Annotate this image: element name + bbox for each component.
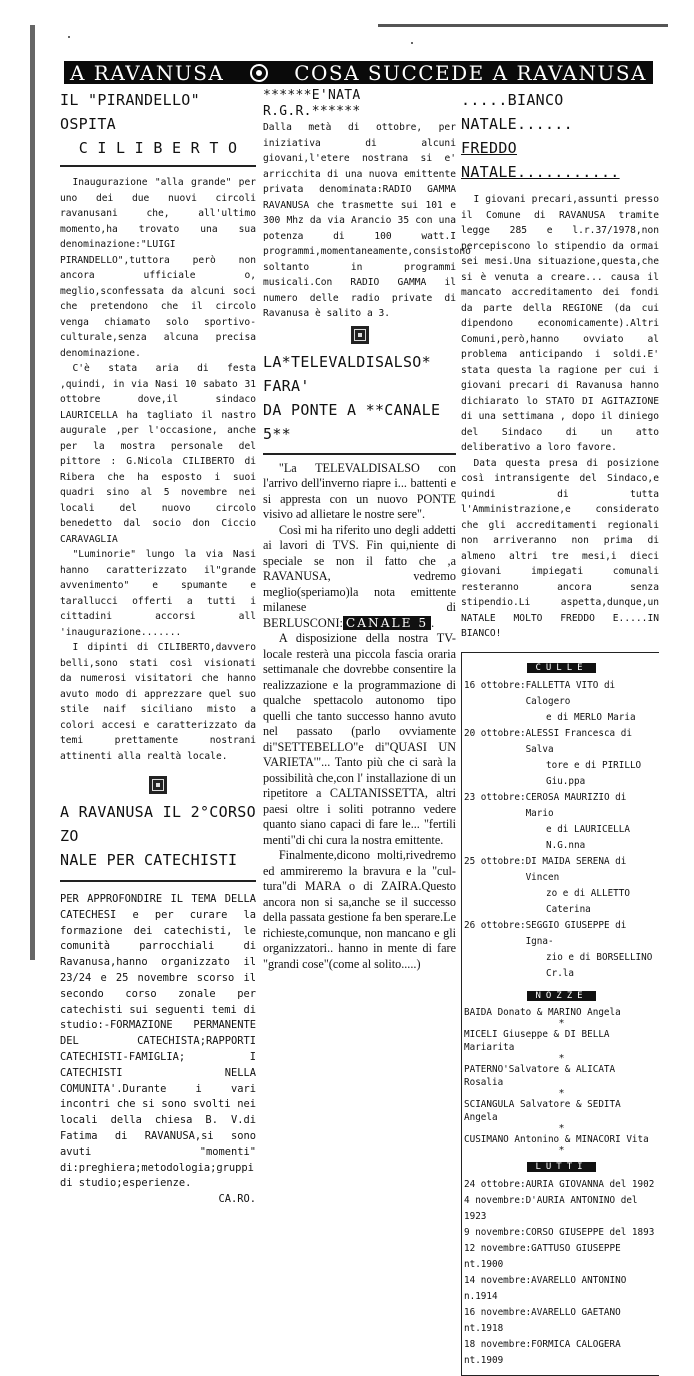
author-signature: CA.RO.	[218, 1193, 256, 1206]
entry-text: ALESSI Francesca di Salva	[525, 727, 632, 755]
separator-star: *	[558, 1017, 565, 1029]
entry-text: CEROSA MAURIZIO di Mario	[525, 791, 627, 819]
birth-entry	[464, 854, 659, 886]
death-entry: 9 novembre:CORSO GIUSEPPE del 1893	[464, 1226, 655, 1238]
headline-line: FREDDO NATALE...........	[461, 139, 620, 181]
headline-line: LA*TELEVALDISALSO* FARA'	[263, 352, 431, 395]
separator-star: *	[558, 1122, 565, 1134]
divider	[60, 165, 256, 167]
culle-label	[464, 660, 659, 676]
masthead-right-title: COSA SUCCEDE A RAVANUSA	[294, 60, 647, 85]
wedding-entry: MICELI Giuseppe & DI BELLA Mariarita	[464, 1028, 610, 1053]
entry-text: SEGGIO GIUSEPPE di Igna-	[525, 919, 627, 947]
square-emblem-icon	[351, 326, 369, 344]
article-televaldisalso-body	[263, 461, 456, 973]
column-right	[461, 88, 659, 1376]
civil-registry-box	[461, 652, 659, 1376]
speck	[68, 36, 70, 38]
entry-date: 20 ottobre:	[464, 727, 526, 739]
birth-entry	[464, 726, 659, 758]
article-rgr-body: Dalla metà di ottobre, per iniziativa di alcuni giovani,l'etere nostrana si e' arricchita di una nuova emittente privata denominata:RADIO GAMMA RAVANUSA che trasmette sui 101 e 300 Mhz da via Arancio 35 con una potenza di 100 watt.I programmi,momentaneamente,consistono soltanto in programmi musicali.Con RADIO GAMMA il numero delle radio private di Ravanusa è salito a 3.	[263, 122, 471, 319]
paragraph: C'è stata aria di festa ,quindi, in via Nasi 10 sabato 31 ottobre dove,il sindaco LAURICELLA ha tagliato il nastro augurale ,per l'occasione, anche per la mostra personale del pittore : G.Nicola CILIBERTO di Ribera che ha esposto i suoi quadri sino al 5 novembre nei locali del nuovo circolo benedetto dal socio don Ciccio CARAVAGLIA	[60, 363, 256, 545]
births-list	[464, 678, 659, 982]
paragraph: I giovani precari,assunti presso il Comune di RAVANUSA tramite legge 285 e l.r.37/1978,non percepiscono lo stipendio da ormai sei mesi.Una situazione,questa,che si è venuta a creare... causa il mancato accreditamento dei fondi da parte della REGIONE (da cui dipendono economicamente).Altri Comuni,però,hanno ovviato al problema anticipando i soldi.E' stata questa la ragione per cui i giovani precari di Ravanusa hanno dichiarato lo STATO DI AGITAZIONE di una settimana , dopo il diniego del Sindaco di un atto deliberativo a loro favore.	[461, 194, 659, 453]
separator-star: *	[558, 1087, 565, 1099]
paragraph	[263, 523, 456, 632]
paragraph: "La TELEVALDISALSO con l'arrivo dell'inverno riapre i... battenti e si appresta con un nuovo PONTE visivo ad allietare le nostre sere".	[263, 460, 456, 521]
headline-line: A RAVANUSA IL 2°CORSO ZO	[60, 803, 256, 845]
paragraph: PER APPROFONDIRE IL TEMA DELLA CATECHESI e per curare la formazione dei catechisti, le comunità parrocchiali di Ravanusa,hanno organizzato il 23/24 e 25 novembre scorso il secondo corso zonale per catechisti sui seguenti temi di studio:-FORMAZIONE PERMANENTE DEL CATECHISTA;RAPPORTI CATECHISTI-FAMIGLIA; I CATECHISTI NELLA COMUNITA'.Durante i vari incontri che si sono svolti nei locali della chiesa B. V.di Fatima di RAVANUSA,si sono avuti "momenti" di:preghiera;metodologia;gruppi di studio;esperienze.	[60, 893, 256, 1190]
paragraph: Data questa presa di posizione così intransigente del Sindaco,e quindi di tutta l'Amministrazione,e considerato che gli accreditamenti regionali non arriveranno non prima di almeno altri tre mesi,i dieci giovani impiegati comunali resteranno ancora senza stipendio.Li aspetta,dunque,un NATALE MOLTO FREDDO E.....IN BIANCO!	[461, 457, 659, 639]
paragraph: A disposizione della nostra TV-locale resterà una piccola fascia oraria settimanale che dovrebbe consentire la realizzazione e la programmazione di qualche spettacolo autonomo tipo quelli che tanto successo hanno avuto nel passato (parlo ovviamente di"SETTEBELLO"e di"QUASI UN VARIETA'"... Tanto più che ci sarà la possibilità che,con l' installazione di un ripetitore a CALTANISSETTA, altri paesi oltre i soliti potranno vedere quanto siano capaci di fare le... "fertili menti"di chi cura la nostra emittente.	[263, 631, 456, 847]
entry-text: DI MAIDA SERENA di Vincen	[525, 855, 627, 883]
wedding-entry: SCIANGULA Salvatore & SEDITA Angela	[464, 1098, 621, 1123]
deaths-list	[464, 1177, 659, 1369]
death-entry: 24 ottobre:AURIA GIOVANNA del 1902	[464, 1178, 655, 1190]
headline-line: DA PONTE A **CANALE 5**	[263, 400, 441, 443]
birth-entry	[464, 678, 659, 710]
entry-date: 25 ottobre:	[464, 855, 526, 867]
divider	[60, 880, 256, 882]
target-icon	[250, 64, 268, 82]
section-title: LUTTI	[527, 1162, 595, 1172]
entry-text-continued: zo e di ALLETTO Caterina	[546, 887, 630, 915]
divider	[263, 453, 456, 455]
spiral-square-icon	[149, 776, 167, 794]
page-binding-edge	[30, 25, 35, 960]
lutti-label	[464, 1159, 659, 1175]
article-pirandello-body	[60, 175, 256, 764]
headline-line: C I L I B E R T O	[78, 139, 238, 157]
paragraph-text: Così mi ha riferito uno degli addetti ai lavori di TVS. Fin qui,niente di speciale se non il fatto che ,a RAVANUSA, vedremo meglio(speriamo)la nota emittente milanese di BERLUSCONI:	[263, 522, 456, 630]
top-rule	[378, 24, 668, 27]
entry-text-continued: tore e di PIRILLO Giu.ppa	[546, 759, 642, 787]
column-left	[60, 88, 256, 1208]
birth-entry	[464, 918, 659, 950]
entry-text-continued: e di MERLO Maria	[546, 711, 636, 723]
article-natale-body	[461, 192, 659, 642]
death-entry: 14 novembre:AVARELLO ANTONINO n.1914	[464, 1274, 627, 1302]
separator-star: *	[558, 1052, 565, 1064]
death-entry: 12 novembre:GATTUSO GIUSEPPE nt.1900	[464, 1242, 621, 1270]
canale5-highlight: CANALE 5	[343, 616, 431, 630]
entry-text-continued: zio e di BORSELLINO Cr.la	[546, 951, 653, 979]
headline-line: IL "PIRANDELLO" OSPITA	[60, 91, 200, 133]
death-entry: 16 novembre:AVARELLO GAETANO nt.1918	[464, 1306, 621, 1334]
death-entry: 4 novembre:D'AURIA ANTONINO del 1923	[464, 1194, 638, 1222]
article-televaldisalso-headline	[263, 350, 456, 446]
headline-line: .....BIANCO NATALE......	[461, 91, 573, 133]
paragraph: Inaugurazione "alla grande" per uno dei due nuovi circoli ravanusani che, all'ultimo momento,ha trovato una sua denominazione:"LUIGI PIRANDELLO",tuttora però non ancora ufficiale o, meglio,sconfessata da alcuni soci che pretendono che il circolo venga chiamato solo sportivo-culturale,senza alcuna precisa denominazione.	[60, 177, 256, 359]
nozze-label	[464, 988, 659, 1004]
section-title: NOZZE	[527, 991, 595, 1001]
article-catechisti-headline	[60, 800, 256, 872]
article-catechisti-body	[60, 892, 256, 1208]
article-pirandello-headline	[60, 88, 256, 160]
entry-date: 26 ottobre:	[464, 919, 526, 931]
birth-entry	[464, 790, 659, 822]
headline-line: NALE PER CATECHISTI	[60, 851, 238, 869]
paragraph-text: .	[431, 615, 435, 630]
entry-date: 23 ottobre:	[464, 791, 526, 803]
paragraph: I dipinti di CILIBERTO,davvero belli,sono stati così visionati da numerosi visitatori che hanno avuto modo di apprezzare quel suo stile naif siciliano misto a colori accesi e caratterizzato da temi prettamente nostrani attinenti alla realtà locale.	[60, 642, 256, 762]
column-center	[263, 88, 471, 972]
wedding-entry: CUSIMANO Antonino & MINACORI Vita	[464, 1133, 649, 1145]
article-rgr-headline: ******E'NATA R.G.R.******	[263, 88, 361, 119]
entry-text-continued: e di LAURICELLA N.G.nna	[546, 823, 630, 851]
entry-text: FALLETTA VITO di Calogero	[525, 679, 616, 707]
speck	[411, 42, 413, 44]
wedding-entry: BAIDA Donato & MARINO Angela	[464, 1006, 621, 1018]
paragraph: "Luminorie" lungo la via Nasi hanno caratterizzato il"grande avvenimento" e spumante e tarallucci offerti a tutti i cittadini accorsi all 'inaugurazione.......	[60, 549, 256, 638]
separator-star: *	[558, 1144, 565, 1156]
article-natale-headline	[461, 88, 659, 184]
paragraph: Finalmente,dicono molti,rivedremo ed ammireremo la bravura e la "cul-tura"di MARA o di ZAIRA.Questo ancora non si sa,anche se il successo della passata gestione fa ben sperare.Le richieste,comunque, non mancano e gli organizzatori.. hanno in mente di fare "grandi cose"(come al solito.....)	[263, 848, 456, 971]
masthead-left-title: A RAVANUSA	[70, 60, 225, 85]
death-entry: 18 novembre:FORMICA CALOGERA nt.1909	[464, 1338, 621, 1366]
weddings-list	[464, 1006, 659, 1155]
wedding-entry: PATERNO'Salvatore & ALICATA Rosalia	[464, 1063, 616, 1088]
entry-date: 16 ottobre:	[464, 679, 526, 691]
section-title: CULLE	[527, 663, 595, 673]
masthead-banner	[64, 61, 653, 84]
